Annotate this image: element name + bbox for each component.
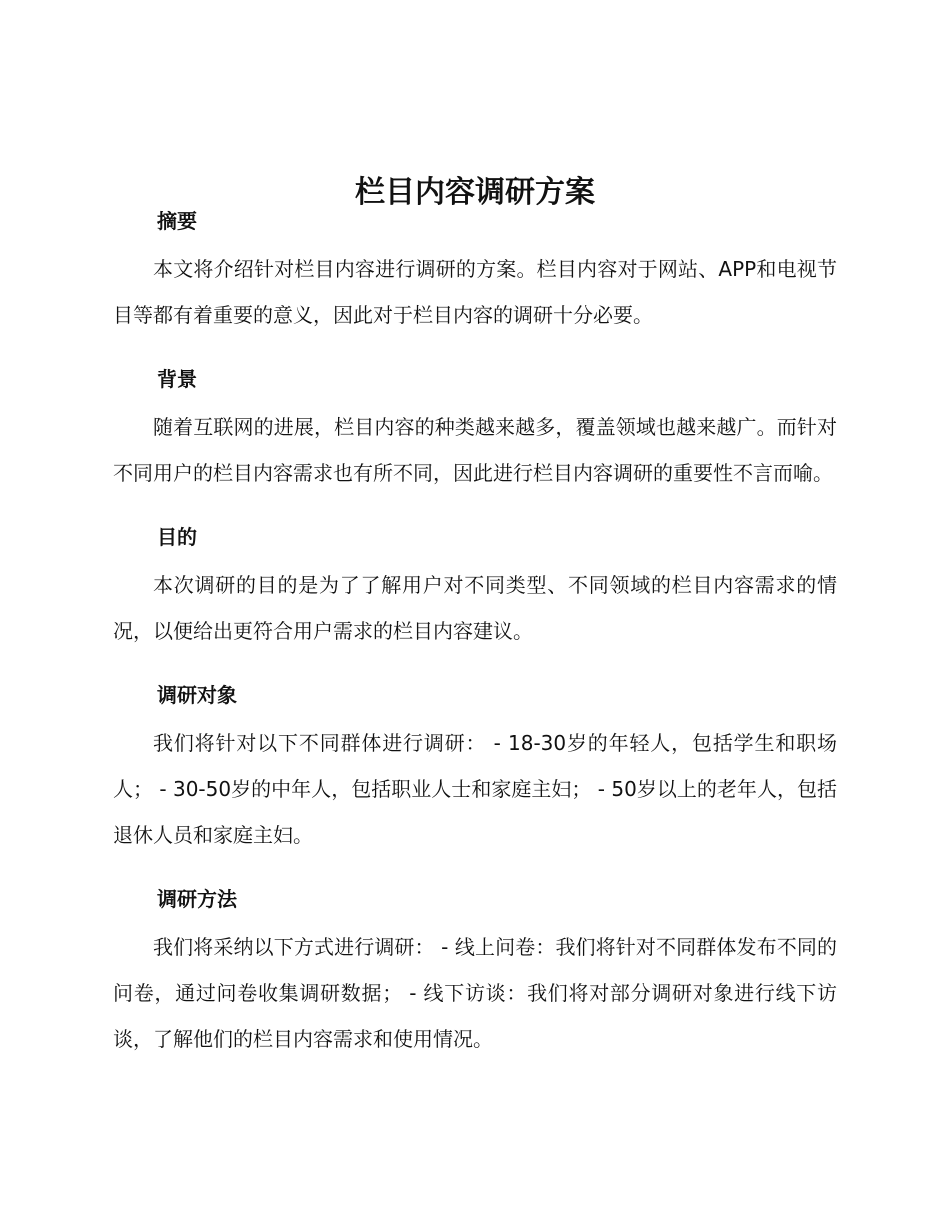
section-body-research-subjects: 我们将针对以下不同群体进行调研： - 18-30岁的年轻人，包括学生和职场人； - 30-50岁的中年人，包括职业人士和家庭主妇； - 50岁以上的老年人，包括退休人员和家庭主妇。 [113,731,837,847]
section-heading-purpose: 目的 [157,525,197,549]
document-title: 栏目内容调研方案 [355,175,595,211]
section-heading-research-methods: 调研方法 [157,887,237,911]
section-research-subjects [113,670,837,858]
section-purpose [113,512,837,654]
section-body-background: 随着互联网的进展，栏目内容的种类越来越多，覆盖领域也越来越广。而针对不同用户的栏目内容需求也有所不同，因此进行栏目内容调研的重要性不言而喻。 [113,415,837,485]
section-heading-background: 背景 [157,367,197,391]
section-background [113,354,837,496]
section-abstract [113,196,837,338]
document-content [113,196,837,1062]
section-body-abstract: 本文将介绍针对栏目内容进行调研的方案。栏目内容对于网站、APP和电视节目等都有着重要的意义，因此对于栏目内容的调研十分必要。 [113,257,837,327]
section-body-purpose: 本次调研的目的是为了了解用户对不同类型、不同领域的栏目内容需求的情况，以便给出更符合用户需求的栏目内容建议。 [113,573,837,643]
section-research-methods [113,874,837,1062]
section-heading-research-subjects: 调研对象 [157,683,237,707]
section-heading-abstract: 摘要 [157,209,197,233]
section-body-research-methods: 我们将采纳以下方式进行调研： - 线上问卷：我们将针对不同群体发布不同的问卷，通过问卷收集调研数据； - 线下访谈：我们将对部分调研对象进行线下访谈，了解他们的栏目内容需求和使用情况。 [113,935,837,1051]
